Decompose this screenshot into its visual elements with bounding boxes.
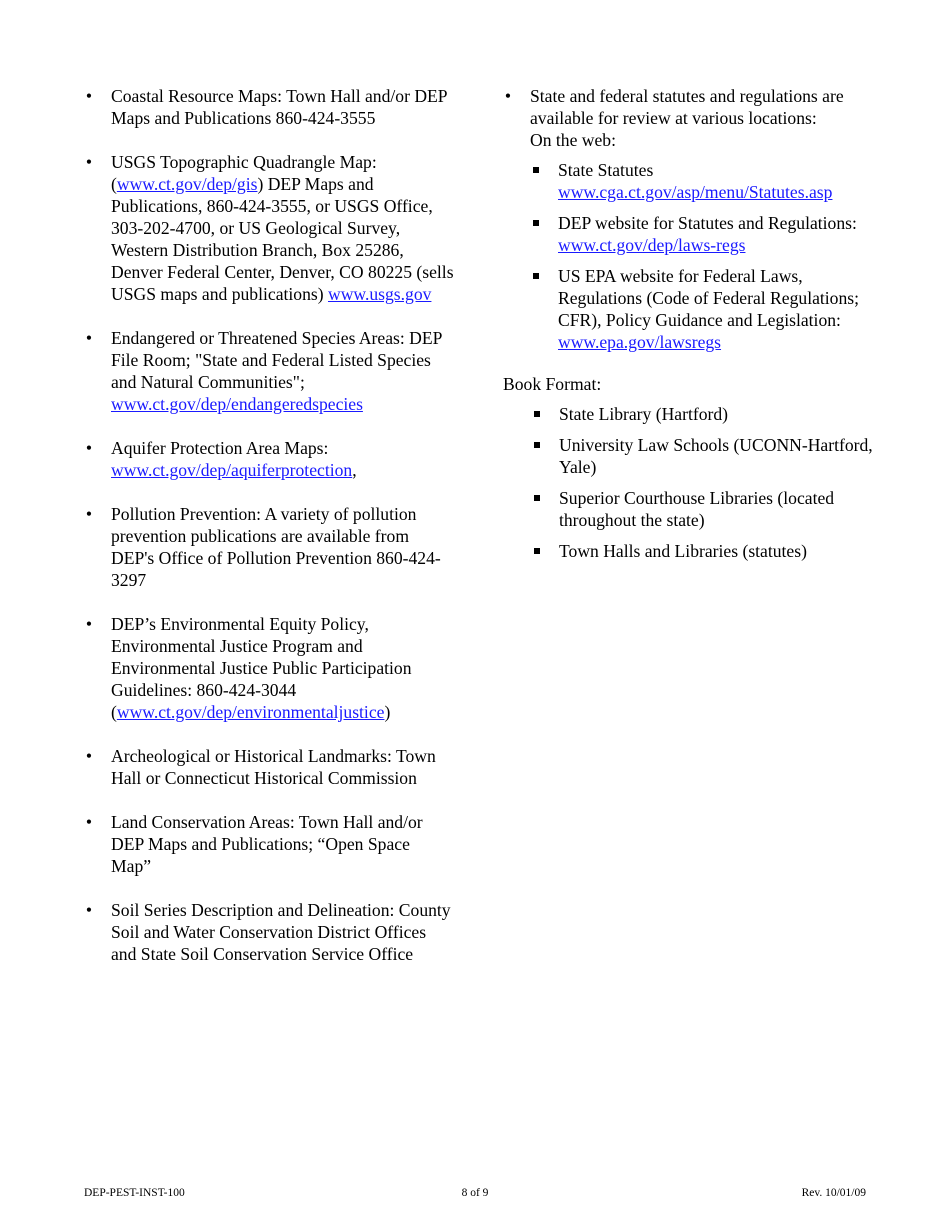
- square-bullet-icon: [533, 167, 539, 173]
- square-bullet-icon: [533, 220, 539, 226]
- link-cga-statutes[interactable]: www.cga.ct.gov/asp/menu/Statutes.asp: [558, 182, 833, 202]
- list-item-aquifer-maps: [84, 437, 454, 481]
- list-item-usgs-maps: [84, 151, 454, 305]
- right-column: [503, 85, 883, 571]
- web-label: On the web:: [530, 130, 616, 150]
- bullet-icon: •: [85, 328, 93, 348]
- footer-doc-id: DEP-PEST-INST-100: [84, 1187, 185, 1199]
- bullet-icon: •: [85, 900, 93, 920]
- link-epa-lawsregs[interactable]: www.epa.gov/lawsregs: [558, 332, 722, 352]
- link-ct-dep-gis[interactable]: www.ct.gov/dep/gis: [116, 174, 258, 194]
- text-segment: US EPA website for Federal Laws, Regulations (Code of Federal Regulations; CFR), Policy Guidance and Legislation:: [558, 266, 859, 330]
- left-column: [84, 85, 454, 987]
- sublist-item-law-schools: [531, 434, 883, 478]
- bullet-icon: •: [85, 614, 93, 634]
- list-item-statutes: [503, 85, 883, 353]
- link-dep-laws-regs[interactable]: www.ct.gov/dep/laws-regs: [558, 235, 746, 255]
- text-segment: DEP website for Statutes and Regulations:: [558, 213, 857, 233]
- sublist-item-text: State Library (Hartford): [559, 404, 729, 424]
- square-bullet-icon: [534, 548, 540, 554]
- list-item-text: [111, 437, 454, 481]
- sublist-item-epa-laws: [530, 265, 883, 353]
- text-segment: Aquifer Protection Area Maps:: [111, 438, 329, 458]
- list-item-text: Soil Series Description and Delineation: County Soil and Water Conservation District Offices and State Soil Conservation Service Office: [111, 900, 451, 964]
- link-environmental-justice[interactable]: www.ct.gov/dep/environmentaljustice: [116, 702, 385, 722]
- text-segment: USGS Topographic Quadrangle Map: (: [111, 152, 377, 194]
- list-item-text: Archeological or Historical Landmarks: Town Hall or Connecticut Historical Commission: [111, 746, 436, 788]
- text-segment: State Statutes: [558, 160, 654, 180]
- square-bullet-icon: [534, 442, 540, 448]
- list-item-text: Pollution Prevention: A variety of pollution prevention publications are available from DEP's Office of Pollution Prevention 860-424-3297: [111, 504, 441, 590]
- sublist-item-text: Superior Courthouse Libraries (located throughout the state): [559, 488, 835, 530]
- list-item-text: [111, 613, 454, 723]
- list-item-text: Coastal Resource Maps: Town Hall and/or DEP Maps and Publications 860-424-3555: [111, 86, 447, 128]
- list-item-pollution-prevention: [84, 503, 454, 591]
- sublist-item-town-halls: [531, 540, 883, 562]
- sublist-item-state-library: [531, 403, 883, 425]
- bullet-icon: •: [85, 152, 93, 172]
- sublist-item-state-statutes: [530, 159, 883, 203]
- web-sublist: [530, 159, 883, 353]
- bullet-icon: •: [504, 86, 512, 106]
- sublist-item-text: University Law Schools (UCONN-Hartford, Yale): [559, 435, 873, 477]
- footer-page-number: 8 of 9: [461, 1187, 489, 1199]
- text-segment: ) DEP Maps and Publications, 860-424-3555, or USGS Office, 303-202-4700, or US Geological Survey, Western Distribution Branch, Box 25286, Denver Federal Center, Denver, CO 80225 (sells USGS maps and publications): [111, 174, 454, 304]
- list-item-coastal-maps: [84, 85, 454, 129]
- bullet-icon: •: [85, 812, 93, 832]
- link-aquifer-protection[interactable]: www.ct.gov/dep/aquiferprotection: [111, 460, 353, 480]
- bullet-icon: •: [85, 504, 93, 524]
- list-item-land-conservation: [84, 811, 454, 877]
- text-segment: ,: [352, 460, 357, 480]
- square-bullet-icon: [534, 411, 540, 417]
- square-bullet-icon: [534, 495, 540, 501]
- book-format-heading: Book Format:: [503, 374, 602, 394]
- text-segment: DEP’s Environmental Equity Policy, Environmental Justice Program and Environmental Justice Public Participation Guidelines: 860-424-3044 (: [111, 614, 412, 722]
- sublist-item-text: Town Halls and Libraries (statutes): [559, 541, 807, 561]
- bullet-icon: •: [85, 746, 93, 766]
- list-item-endangered-species: [84, 327, 454, 415]
- sublist-item-courthouse-libraries: [531, 487, 883, 531]
- list-item-historical-landmarks: [84, 745, 454, 789]
- link-usgs[interactable]: www.usgs.gov: [327, 284, 432, 304]
- text-segment: ): [384, 702, 391, 722]
- square-bullet-icon: [533, 273, 539, 279]
- text-segment: Endangered or Threatened Species Areas: DEP File Room; "State and Federal Listed Species and Natural Communities";: [111, 328, 442, 392]
- list-item-text: [111, 151, 454, 305]
- link-endangered-species[interactable]: www.ct.gov/dep/endangeredspecies: [111, 394, 363, 414]
- sublist-item-dep-statutes: [530, 212, 883, 256]
- list-item-environmental-equity: [84, 613, 454, 723]
- footer-revision: Rev. 10/01/09: [801, 1187, 866, 1199]
- list-item-text: Land Conservation Areas: Town Hall and/or DEP Maps and Publications; “Open Space Map”: [111, 812, 423, 876]
- bullet-icon: •: [85, 438, 93, 458]
- list-item-soil-series: [84, 899, 454, 965]
- list-item-text: State and federal statutes and regulations are available for review at various locations:: [530, 86, 844, 128]
- book-sublist: [503, 403, 883, 562]
- list-item-text: [111, 327, 454, 415]
- bullet-icon: •: [85, 86, 93, 106]
